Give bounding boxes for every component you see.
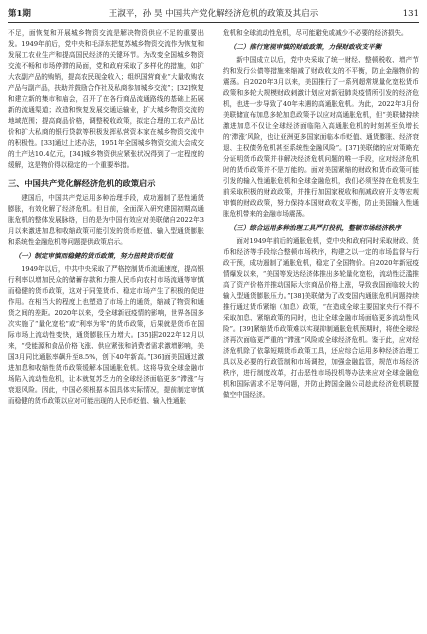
paragraph: 面对1949年前后的通胀危机，党中央和政府同时采取财政、货币和经济等手段综合整顿市场秩序，构建之以一定的市场监督与行政干预，成功遏制了通胀危机，稳定了全国物价。自2020年新冠疫情爆发以来，“美国等发达经济体推出多轮量化宽松，流动性泛滥推高了资产价格并推动国际大宗商品价格上涨，导致我国面临较大的输入型通货膨胀压力。”[38]美联储为了改变国内通胀危机问题持续推行通过货币紧缩（加息）政策，“在造成全球主要国家央行不得不采取加息、紧缩政策的同时，也让全球金融市场面临更多流动性风险”。[39]紧缩货币政策难以实现抑制通胀危机预期时，将使全球经济再次面临更严重的“滞涨”风险或全球经济危机。鉴于此，应对经济危机除了依靠短期货币政策工具，还应综合运用多种经济治理工具以及必要的行政管制和市场调控，加强金融监管，规范市场经济秩序，进行制度改革，打击恶性市场投机等办法来应对全球金融危机和国际需求不足等问题，并防止跨国金融公司趁此经济危机联盟做空中国经济。: [223, 237, 419, 399]
right-column: [223, 28, 419, 628]
section-heading: 三、中国共产党化解经济危机的政策启示: [8, 178, 156, 188]
paragraph: 危机和全球流动性危机，尽可能避免或减少不必要的经济损失。: [223, 29, 408, 37]
running-head: [8, 6, 419, 23]
paragraph: 新中国成立以后，党中央采取了统一财经、整顿税收、增产节约和发行公债等措施来缩减了财政收支的不平衡，防止金融物价的震荡。自2020年3月以来，美国推行了一系列超常规量化宽松货币政策和多轮大规模财政刺激计划应对新冠肺炎疫情所引发的经济危机，也进一步导致了40年未遇的高通胀危机。为此，2022年3月份美联储宣布加息多轮加息政策予以应对高通胀危机，但“美联储持续激进加息不仅让全球经济面临陷入高通胀危机的时刻甚至负增长的‘滞涨’风险，也让亚洲更多国家面临本币贬值、通货膨胀、经济衰退、主权债务危机甚至系统性金融风险”。[37]美联储的应对策略充分证明货币政策并非解决经济危机问题的唯一手段，应对经济危机时的货币政策并不是万能的。面对美国紧缩的财政和货币政策可能引发的输入性通胀危机和全球金融危机，我们必须坚持在危机发生前采取积极的财政政策，并推行加国家税收和削减政府开支等宏观审慎的财政政策，努力保持本国财政收支平衡，防止美国输入性通胀危机带来的金融市场震荡。: [223, 56, 419, 218]
subsection-heading: （一）制定审慎而稳健的货币政策，努力扭转货币贬值: [14, 252, 173, 260]
paragraph: 1949年以后，中共中央采取了严格控制货币流通速度，提高银行利率以增加民众的储蓄存款和力推人民币向农村市场流通等审慎而稳健的货币政策，这对于同笼货币、稳定市场产生了积极的促进作用。在相当大的程度上也塑造了市场上的通货，缩减了物资和通货之间的差距。2020年以来，受全球新冠疫情的影响，世界各国多次实施了“量化宽松”或“利率为零”的货币政策，后果就是货币在国际市场上流动性变快，通货膨胀压力增大。[35]据2022年12月以来，“受能源和食品价格飞涨、供应紧张和消费者需求激增影响，美国3月同比通胀率飙升至8.5%，创下40年新高。”[36]面美国通过激进加息和收缩性货币政策缓解本国通胀危机。这将导致全球金融市场陷入流动性危机，让本就复苏乏力的全球经济面临更多“滞涨”与衰退风险。因此，中国必须根据本国具体实际情况，提前制定审慎而稳健的货币政策以应对可能出现的人民币贬值、输入性通胀: [8, 265, 204, 405]
running-title: 王淑平，孙 昊 中国共产党化解经济危机的政策及其启示: [108, 9, 319, 19]
left-column: [8, 28, 204, 628]
subsection-heading: （二）推行宽视审慎的财政政策，力保财政收支平衡: [229, 43, 382, 51]
subsection-heading: （三）综合运用多种治理工具严打投机，整顿市场经济秩序: [229, 224, 402, 232]
issue-label: 第1期: [8, 9, 31, 19]
paragraph: 不足，面恢复和开展城乡物资交流是解决物资供应不足的重要出发。1949年前后，党中央和毛泽东把复苏城乡物资交流作为恢复和发展工农业生产和提高国民经济的关键环节。为改变全国城乡物资交流不畅和市场停滞的局面，党和政府采取了多样化的措施，如扩大农副产品的购销，提高农民现金收入；组织国营商业“大量收购农产品与副产品，扶助并鼓励合作社及私商参加城乡交流”；[32]恢复和建立新的集市和庙会，召开了在各行商品流通路线的基础上拓展新的流通渠道；改造和恢复发展交通运输业，扩大城乡物资交流的地域范围；提高商品价格，调整税收政策，拟定合理的工农产品比价和扩大私商的银行贷款等积极发挥私营资本家在城乡物资交流中的积极性。[33]通过上述办法，1951年全国城乡物资交流大会成交的土产达10.4亿元，[34]城乡物资供应紧张状况得到了一定程度的缓解，这是物价得以稳定的一个重要举措。: [8, 29, 204, 169]
paragraph: 建国后，中国共产党运用多种治理手段，成功遏制了恶性通货膨胀，有效化解了经济危机。但目前，全面深入研究建国初期高通胀危机的整体发展脉络，目的是为中国有效应对美联储自2022年3月以来激进加息和收缩政策可能引发的货币贬值、输入型通货膨胀和系统性金融危机等问题提供政策启示。: [8, 194, 204, 246]
page-number: 131: [402, 9, 419, 19]
